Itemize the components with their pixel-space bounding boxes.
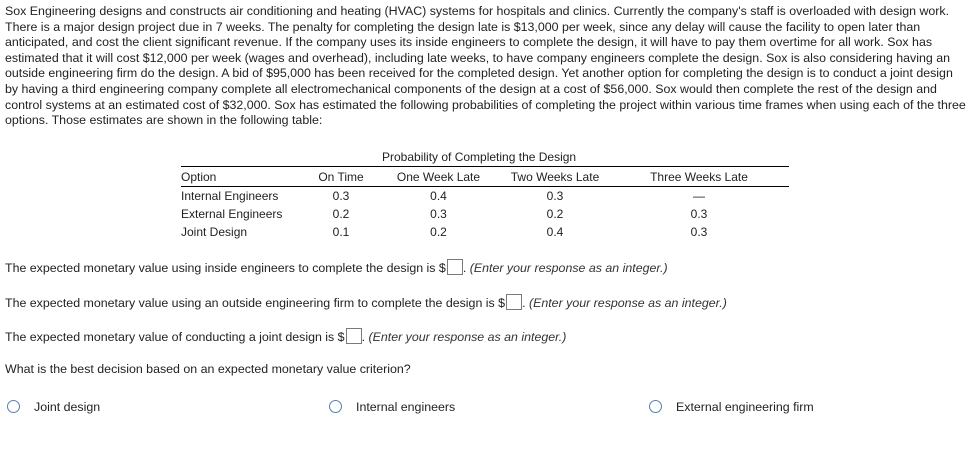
header-one-week-late: One Week Late (396, 169, 481, 184)
problem-statement: Sox Engineering designs and constructs air conditioning and heating (HVAC) systems for hospitals and clinics. Currently the company's staff is overloaded with design work. There is a major design project due in 7 weeks. The penalty for completing the design late is $13,000 per week, since any delay will cause the facility to open later than anticipated, and cost the client significant revenue. If the company uses its inside engineers to complete the design, it will have to pay them overtime for all work. Sox has estimated that it will cost $12,000 per week (wages and overhead), including late weeks, to have company engineers complete the design. Sox is also considering having an outside engineering firm do the design. A bid of $95,000 has been received for the completed design. Yet another option for completing the design is to conduct a joint design by having a third engineering company complete all electromechanical components of the design at a cost of $56,000. Sox would then complete the rest of the design and control systems at an estimated cost of $32,000. Sox has estimated the following probabilities of completing the project within various time frames when using each of the three options. Those estimates are shown in the following table: (5, 4, 966, 128)
cell-three-weeks-late: — (693, 189, 705, 203)
cell-option: External Engineers (181, 207, 283, 221)
radio-option-external-firm[interactable] (649, 400, 814, 414)
table-title: Probability of Completing the Design (382, 150, 577, 164)
question-text: The expected monetary value using an outside engineering firm to complete the design is $ (5, 296, 506, 310)
cell-three-weeks-late: 0.3 (690, 207, 708, 221)
cell-one-week-late: 0.2 (430, 225, 447, 239)
cell-two-weeks-late: 0.3 (546, 189, 564, 203)
table-row (181, 205, 789, 223)
question-inside-engineers (5, 259, 668, 276)
header-three-weeks-late: Three Weeks Late (650, 169, 748, 184)
answer-input-outside-firm[interactable] (506, 294, 522, 310)
radio-button-icon[interactable] (649, 400, 662, 413)
table-row (181, 187, 789, 206)
cell-three-weeks-late: 0.3 (690, 225, 708, 239)
question-text: The expected monetary value using inside engineers to complete the design is $ (5, 261, 446, 275)
header-option: Option (181, 169, 217, 184)
answer-hint: (Enter your response as an integer.) (368, 330, 567, 344)
period: . (361, 330, 369, 344)
header-two-weeks-late: Two Weeks Late (510, 169, 600, 184)
cell-on-time: 0.1 (332, 225, 350, 239)
cell-one-week-late: 0.3 (430, 207, 447, 221)
answer-hint: (Enter your response as an integer.) (469, 261, 668, 275)
radio-label: Joint design (34, 400, 101, 414)
answer-input-joint-design[interactable] (346, 328, 362, 344)
question-outside-firm (5, 294, 727, 311)
cell-option: Internal Engineers (181, 189, 279, 203)
probability-table (181, 166, 789, 241)
table-header-row (181, 167, 789, 187)
cell-one-week-late: 0.4 (430, 189, 447, 203)
radio-button-icon[interactable] (7, 400, 20, 413)
decision-question: What is the best decision based on an expected monetary value criterion? (5, 362, 411, 376)
cell-two-weeks-late: 0.4 (546, 225, 564, 239)
cell-on-time: 0.2 (332, 207, 350, 221)
cell-two-weeks-late: 0.2 (546, 207, 564, 221)
period: . (462, 261, 470, 275)
radio-label: Internal engineers (356, 400, 456, 414)
radio-label: External engineering firm (676, 400, 814, 414)
answer-hint: (Enter your response as an integer.) (528, 296, 727, 310)
table-row (181, 223, 789, 241)
answer-input-inside-engineers[interactable] (447, 259, 463, 275)
radio-option-joint-design[interactable] (7, 400, 100, 414)
cell-option: Joint Design (181, 225, 248, 239)
radio-option-internal-engineers[interactable] (329, 400, 455, 414)
question-text: The expected monetary value of conducting a joint design is $ (5, 330, 345, 344)
header-on-time: On Time (318, 169, 364, 184)
cell-on-time: 0.3 (332, 189, 350, 203)
period: . (522, 296, 529, 310)
radio-button-icon[interactable] (329, 400, 342, 413)
question-joint-design (5, 328, 566, 345)
